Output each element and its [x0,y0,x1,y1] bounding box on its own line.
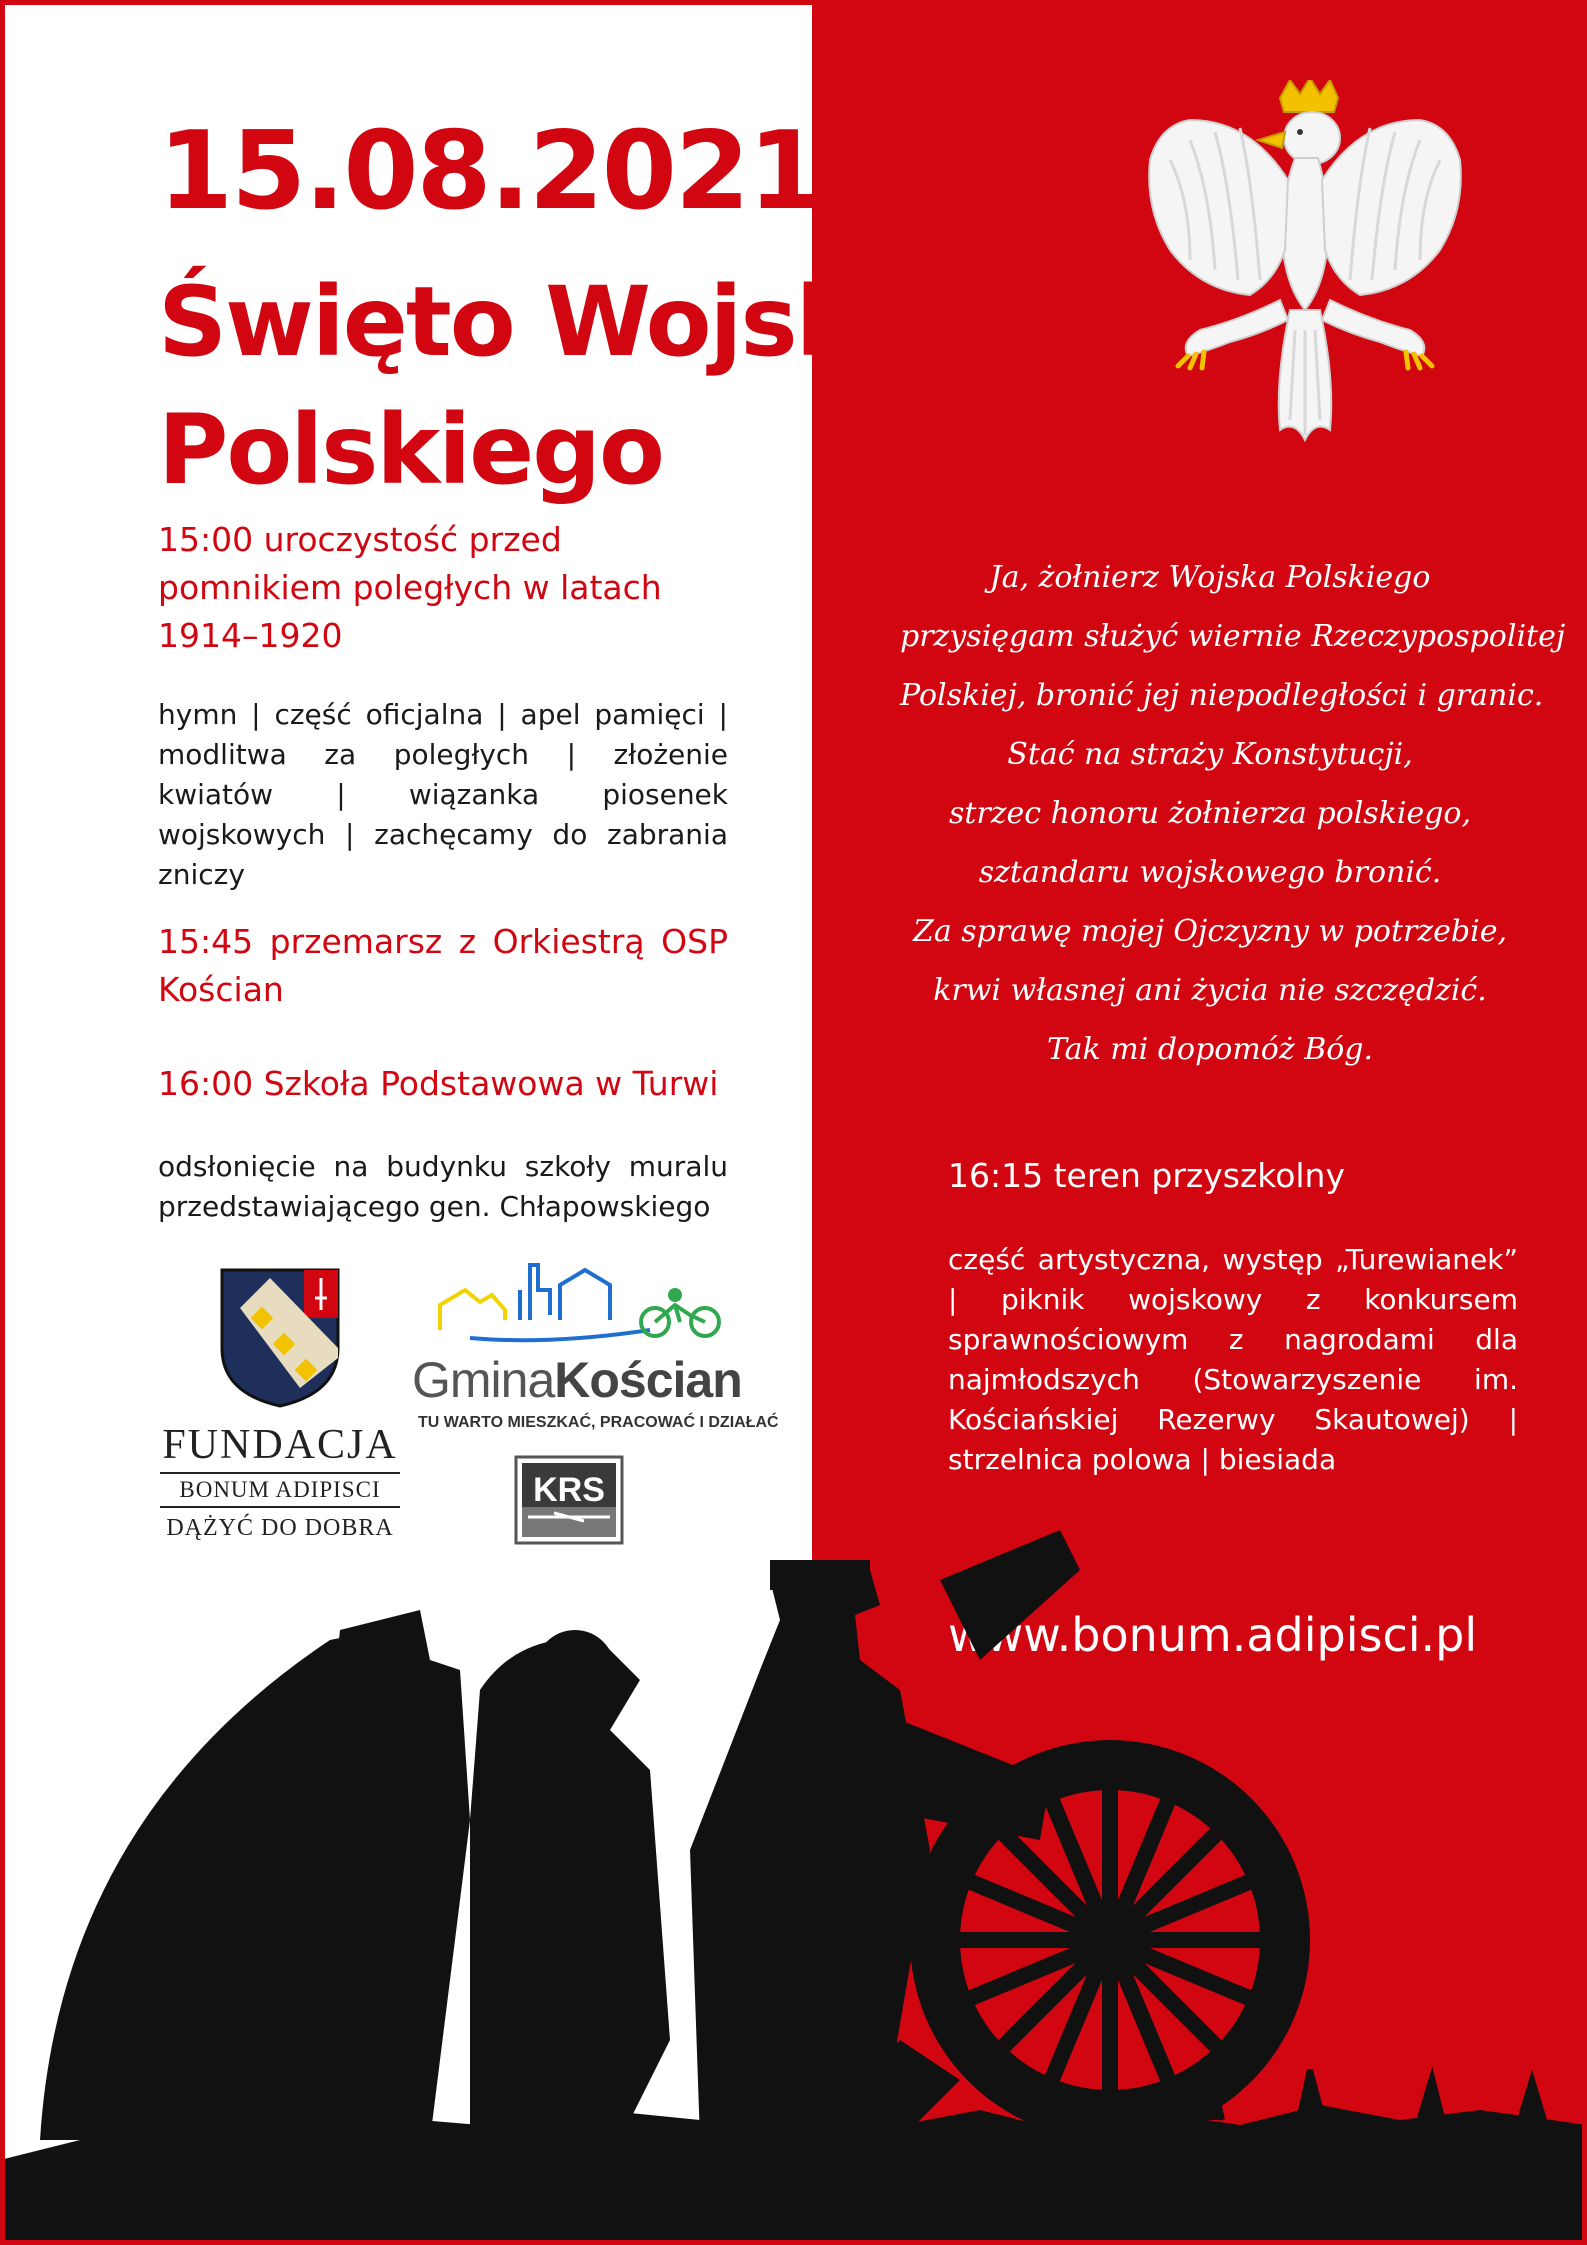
gmina-name-light: Gmina [412,1352,555,1408]
website-link[interactable]: www.bonum.adipisci.pl [948,1608,1478,1662]
fundacja-motto: DĄŻYĆ DO DOBRA [166,1515,394,1541]
event-1500-heading: 15:00 uroczystość przed pomnikiem poległych w latach 1914–1920 [158,520,662,655]
event-date: 15.08.2021 [158,109,822,234]
oath-line-4: Stać na straży Konstytucji, [1007,737,1413,772]
gmina-koscian-skyline-icon [410,1260,750,1350]
oath-line-5: strzec honoru żołnierza polskiego, [948,796,1472,831]
title-line-1: Święto Wojska [158,266,921,378]
soldiers-with-cannon-silhouette [0,1520,1587,2245]
fundacja-crest-icon [220,1268,340,1408]
gmina-name-bold: Kościan [554,1352,742,1408]
title-line-2: Polskiego [158,394,663,506]
event-1500-description: hymn | część oficjalna | apel pamięci | modlitwa za poległych | złożenie kwiatów | wiązanka piosenek wojskowych | zachęcamy do zabrania zniczy [158,698,728,891]
oath-line-3: Polskiej, bronić jej niepodległości i granic. [900,678,1544,713]
oath-line-6: sztandaru wojskowego bronić. [978,855,1442,890]
event-1615-heading: 16:15 teren przyszkolny [948,1156,1345,1195]
oath-line-2: przysięgam służyć wiernie Rzeczypospolitej [900,619,1566,654]
oath-line-8: krwi własnej ani życia nie szczędzić. [933,973,1487,1008]
page-title [158,258,978,514]
gmina-name [412,1352,742,1408]
oath-line-7: Za sprawę mojej Ojczyzny w potrzebie, [912,914,1508,949]
event-1600-description: odsłonięcie na budynku szkoły muralu przedstawiającego gen. Chłapowskiego [158,1150,728,1223]
gmina-tagline: TU WARTO MIESZKAĆ, PRACOWAĆ I DZIAŁAĆ [418,1414,779,1431]
event-1545-heading: 15:45 przemarsz z Orkiestrą OSP Kościan [158,922,728,1009]
military-oath-text [900,548,1566,1079]
fundacja-subtitle: BONUM ADIPISCI [160,1472,400,1508]
oath-line-9: Tak mi dopomóż Bóg. [1046,1032,1374,1067]
oath-line-1: Ja, żołnierz Wojska Polskiego [989,560,1431,595]
event-1615-description: część artystyczna, występ „Turewianek” | piknik wojskowy z konkursem sprawnościowym z nagrodami dla najmłodszych (Stowarzyszenie im. Kościańskiej Rezerwy Skautowej) | strzelnica polowa | biesiada [948,1243,1518,1476]
krs-label: KRS [533,1471,605,1509]
fundacja-name: FUNDACJA [162,1422,398,1468]
polish-white-eagle-icon [1130,80,1480,460]
event-1600-heading: 16:00 Szkoła Podstawowa w Turwi [158,1064,719,1103]
